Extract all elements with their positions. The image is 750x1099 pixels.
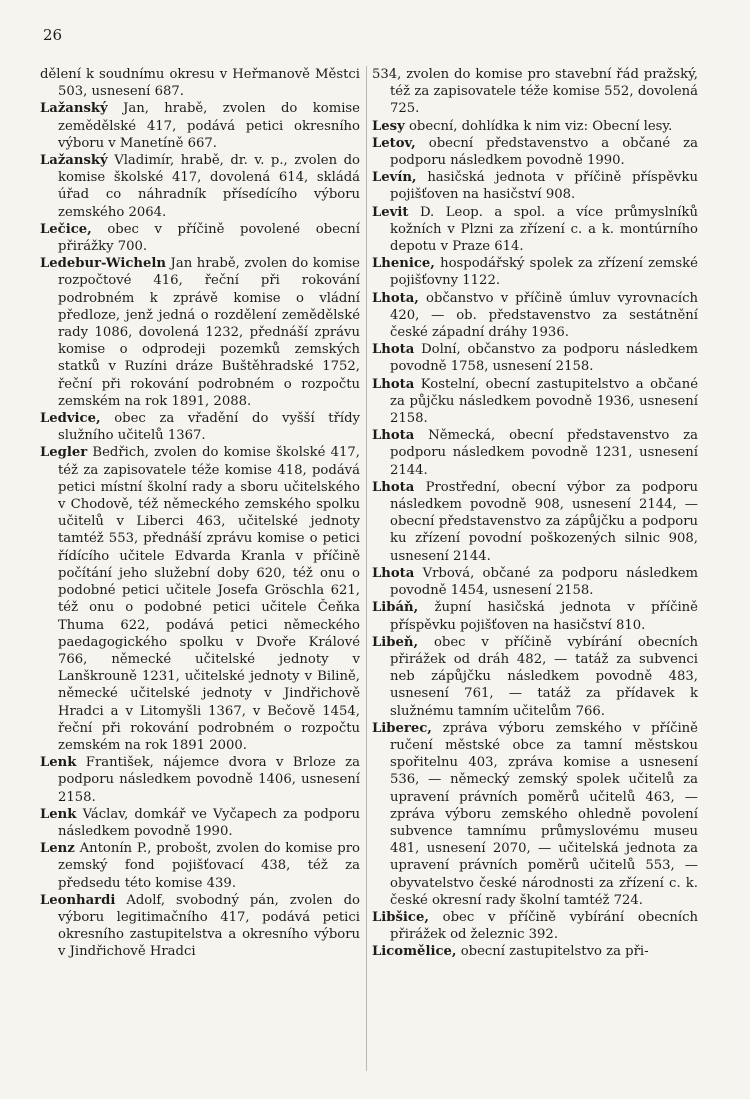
entry-heading: Lečice, <box>40 221 92 237</box>
entry-heading: Leonhardi <box>40 892 116 908</box>
entry-heading: Libšice, <box>372 909 429 925</box>
index-entry <box>40 66 360 100</box>
index-entry <box>40 221 360 255</box>
entry-heading: Lenk <box>40 806 77 822</box>
entry-heading: Lesy <box>372 118 405 134</box>
index-entry <box>40 100 360 152</box>
entry-heading: Levit <box>372 204 409 220</box>
index-entry <box>40 152 360 221</box>
entry-heading: Lenk <box>40 755 77 771</box>
entry-text: obecní, dohlídka k nim viz: Obecní lesy. <box>408 118 673 134</box>
column-divider <box>366 66 367 1071</box>
index-entry <box>372 255 698 289</box>
index-entry <box>372 290 698 342</box>
entry-text: župní hasičská jednota v příčině příspěvku pojišťoven na hasičství 810. <box>390 600 698 633</box>
entry-text: dělení k soudnímu okresu v Heřmanově Městci 503, usnesení 687. <box>40 67 360 100</box>
entry-text: hasičská jednota v příčině příspěvku pojišťoven na hasičství 908. <box>390 170 698 203</box>
index-entry <box>372 376 698 428</box>
entry-heading: Lhota <box>372 342 415 358</box>
entry-text: Prostřední, obecní výbor za podporu následkem povodně 908, usnesení 2144, — obecní představenstvo za zápůjčku a podporu ku zřízení povodní poškozených silnic 908, usnesení 2144. <box>390 479 698 564</box>
index-entry <box>372 565 698 599</box>
entry-heading: Lenz <box>40 841 75 857</box>
index-entry <box>372 720 698 909</box>
index-entry <box>372 599 698 633</box>
entry-heading: Licomělice, <box>372 944 457 960</box>
entry-heading: Lhota <box>372 565 415 581</box>
index-entry <box>372 118 698 135</box>
entry-text: Kostelní, obecní zastupitelstvo a občané za půjčku následkem povodně 1936, usnesení 2158. <box>390 376 698 427</box>
index-entry <box>372 341 698 375</box>
entry-heading: Ledebur-Wicheln <box>40 256 166 272</box>
entry-text: Bedřich, zvolen do komise školské 417, též za zapisovatele téže komise 418, podává petici místní školní rady a sboru učitelského v Chodově, též německého zemského spolku učitelů v Liberci 463, učitelské jednoty tamtéž 553, přednáší zprávu komise o petici řídícího učitele Edvarda Kranla v příčině počítání jeho služební doby 620, též onu o podobné petici učitele Josefa Gröschla 621, též onu o podobné petici učitele Čeňka Thuma 622, podává petici německého paedagogického spolku v Dvoře Králové 766, německé učitelské jednoty v Lanškrouně 1231, učitelské jednoty v Bilině, německé učitelské jednoty v Jindřichově Hradci a v Litomyšli 1367, v Bečově 1454, řeční při rokování podrobném o rozpočtu zemském na rok 1891 2000. <box>58 445 360 753</box>
entry-heading: Lhota <box>372 479 415 495</box>
entry-text: František, nájemce dvora v Brloze za podporu následkem povodně 1406, usnesení 2158. <box>58 755 360 805</box>
entry-heading: Lažanský <box>40 153 108 169</box>
index-entry <box>40 255 360 410</box>
right-column <box>372 66 698 961</box>
entry-heading: Ledvice, <box>40 411 101 427</box>
entry-heading: Lažanský <box>40 101 108 117</box>
entry-text: obec v příčině povolené obecní přirážky 700. <box>58 221 360 255</box>
entry-text: 534, zvolen do komise pro stavební řád pražský, též za zapisovatele téže komise 552, dovolená 725. <box>372 67 698 117</box>
entry-text: Vrbová, občané za podporu následkem povodně 1454, usnesení 2158. <box>390 565 698 599</box>
entry-text: Antonín P., probošt, zvolen do komise pro zemský fond pojišťovací 438, též za předsedu této komise 439. <box>58 841 360 891</box>
index-entry <box>372 204 698 256</box>
entry-text: obec v příčině vybírání obecních přirážek od železnic 392. <box>390 909 698 943</box>
index-entry <box>40 892 360 961</box>
entry-text: obec za vřadění do vyšší třídy služního učitelů 1367. <box>58 411 360 444</box>
entry-heading: Legler <box>40 445 88 461</box>
entry-text: Jan hrabě, zvolen do komise rozpočtové 416, řeční při rokování podrobném k zprávě komise o vládní předloze, jenž jedná o rozdělení zemědělské rady 1086, dovolená 1232, přednáší zprávu komise o odprodeji pozemků zemských statků v Ruzíni dráze Buštěhradské 1752, řeční při rokování podrobném o rozpočtu zemském na rok 1891, 2088. <box>58 256 360 409</box>
entry-text: Adolf, svobodný pán, zvolen do výboru legitimačního 417, podává petici okresního zastupitelstva a okresního výboru v Jindřichově Hradci <box>58 892 360 960</box>
index-entry <box>372 169 698 203</box>
entry-text: obecní představenstvo a občané za podporu následkem povodně 1990. <box>390 135 698 169</box>
entry-text: Václav, domkář ve Vyčapech za podporu následkem povodně 1990. <box>58 806 360 839</box>
entry-text: občanstvo v příčině úmluv vyrovnacích 420, — ob. představenstvo za sestátnění české západní dráhy 1936. <box>390 290 698 341</box>
index-entry <box>40 806 360 840</box>
index-entry <box>372 66 698 118</box>
entry-heading: Liberec, <box>372 720 432 736</box>
index-entry <box>40 754 360 806</box>
index-entry <box>372 427 698 479</box>
entry-text: Vladimír, hrabě, dr. v. p., zvolen do komise školské 417, dovolená 614, skládá úřad co náhradník přísedícího výboru zemského 2064. <box>58 153 360 220</box>
entry-heading: Lhota, <box>372 290 419 306</box>
index-entry <box>372 135 698 169</box>
entry-text: hospodářský spolek za zřízení zemské pojišťovny 1122. <box>390 256 698 289</box>
entry-heading: Libeň, <box>372 634 419 650</box>
index-entry <box>40 444 360 754</box>
index-entry <box>372 909 698 943</box>
entry-text: obec v příčině vybírání obecních přirážek od dráh 482, — tatáž za subvenci neb zápůjčku následkem povodně 483, usnesení 761, — tatáž za přídavek k služnému tamním učitelům 766. <box>390 634 698 719</box>
entry-text: obecní zastupitelstvo za při- <box>460 944 649 960</box>
entry-text: zpráva výboru zemského v příčině ručení městské obce za tamní městskou spořitelnu 403, zpráva komise a usnesení 536, — německý zemský spolek učitelů za upravení právních poměrů učitelů 463, — zpráva výboru zemského ohledně povolení subvence tamnímu průmyslovému museu 481, usnesení 2070, — učitelská jednota za upravení právních poměrů učitelů 553, — obyvatelstvo české národnosti za zřízení c. k. české okresní rady školní tamtéž 724. <box>390 720 698 908</box>
entry-heading: Levín, <box>372 170 417 186</box>
entry-text: Jan, hrabě, zvolen do komise zemědělské 417, podává petici okresního výboru v Manetíně 667. <box>58 101 360 151</box>
entry-text: D. Leop. a spol. a více průmyslníků kožních v Plzni za zřízení c. a k. montúrního depotu v Praze 614. <box>390 204 698 255</box>
entry-text: Německá, obecní představenstvo za podporu následkem povodně 1231, usnesení 2144. <box>390 428 698 478</box>
entry-heading: Letov, <box>372 135 416 151</box>
entry-text: Dolní, občanstvo za podporu následkem povodně 1758, usnesení 2158. <box>390 342 698 375</box>
entry-heading: Lhota <box>372 428 415 444</box>
index-entry <box>40 840 360 892</box>
entry-heading: Lhota <box>372 376 415 392</box>
entry-heading: Libáň, <box>372 600 419 616</box>
entry-heading: Lhenice, <box>372 256 435 272</box>
index-entry <box>372 943 698 960</box>
page-number: 26 <box>43 26 63 44</box>
index-entry <box>40 410 360 444</box>
index-entry <box>372 634 698 720</box>
left-column <box>40 66 360 961</box>
index-entry <box>372 479 698 565</box>
